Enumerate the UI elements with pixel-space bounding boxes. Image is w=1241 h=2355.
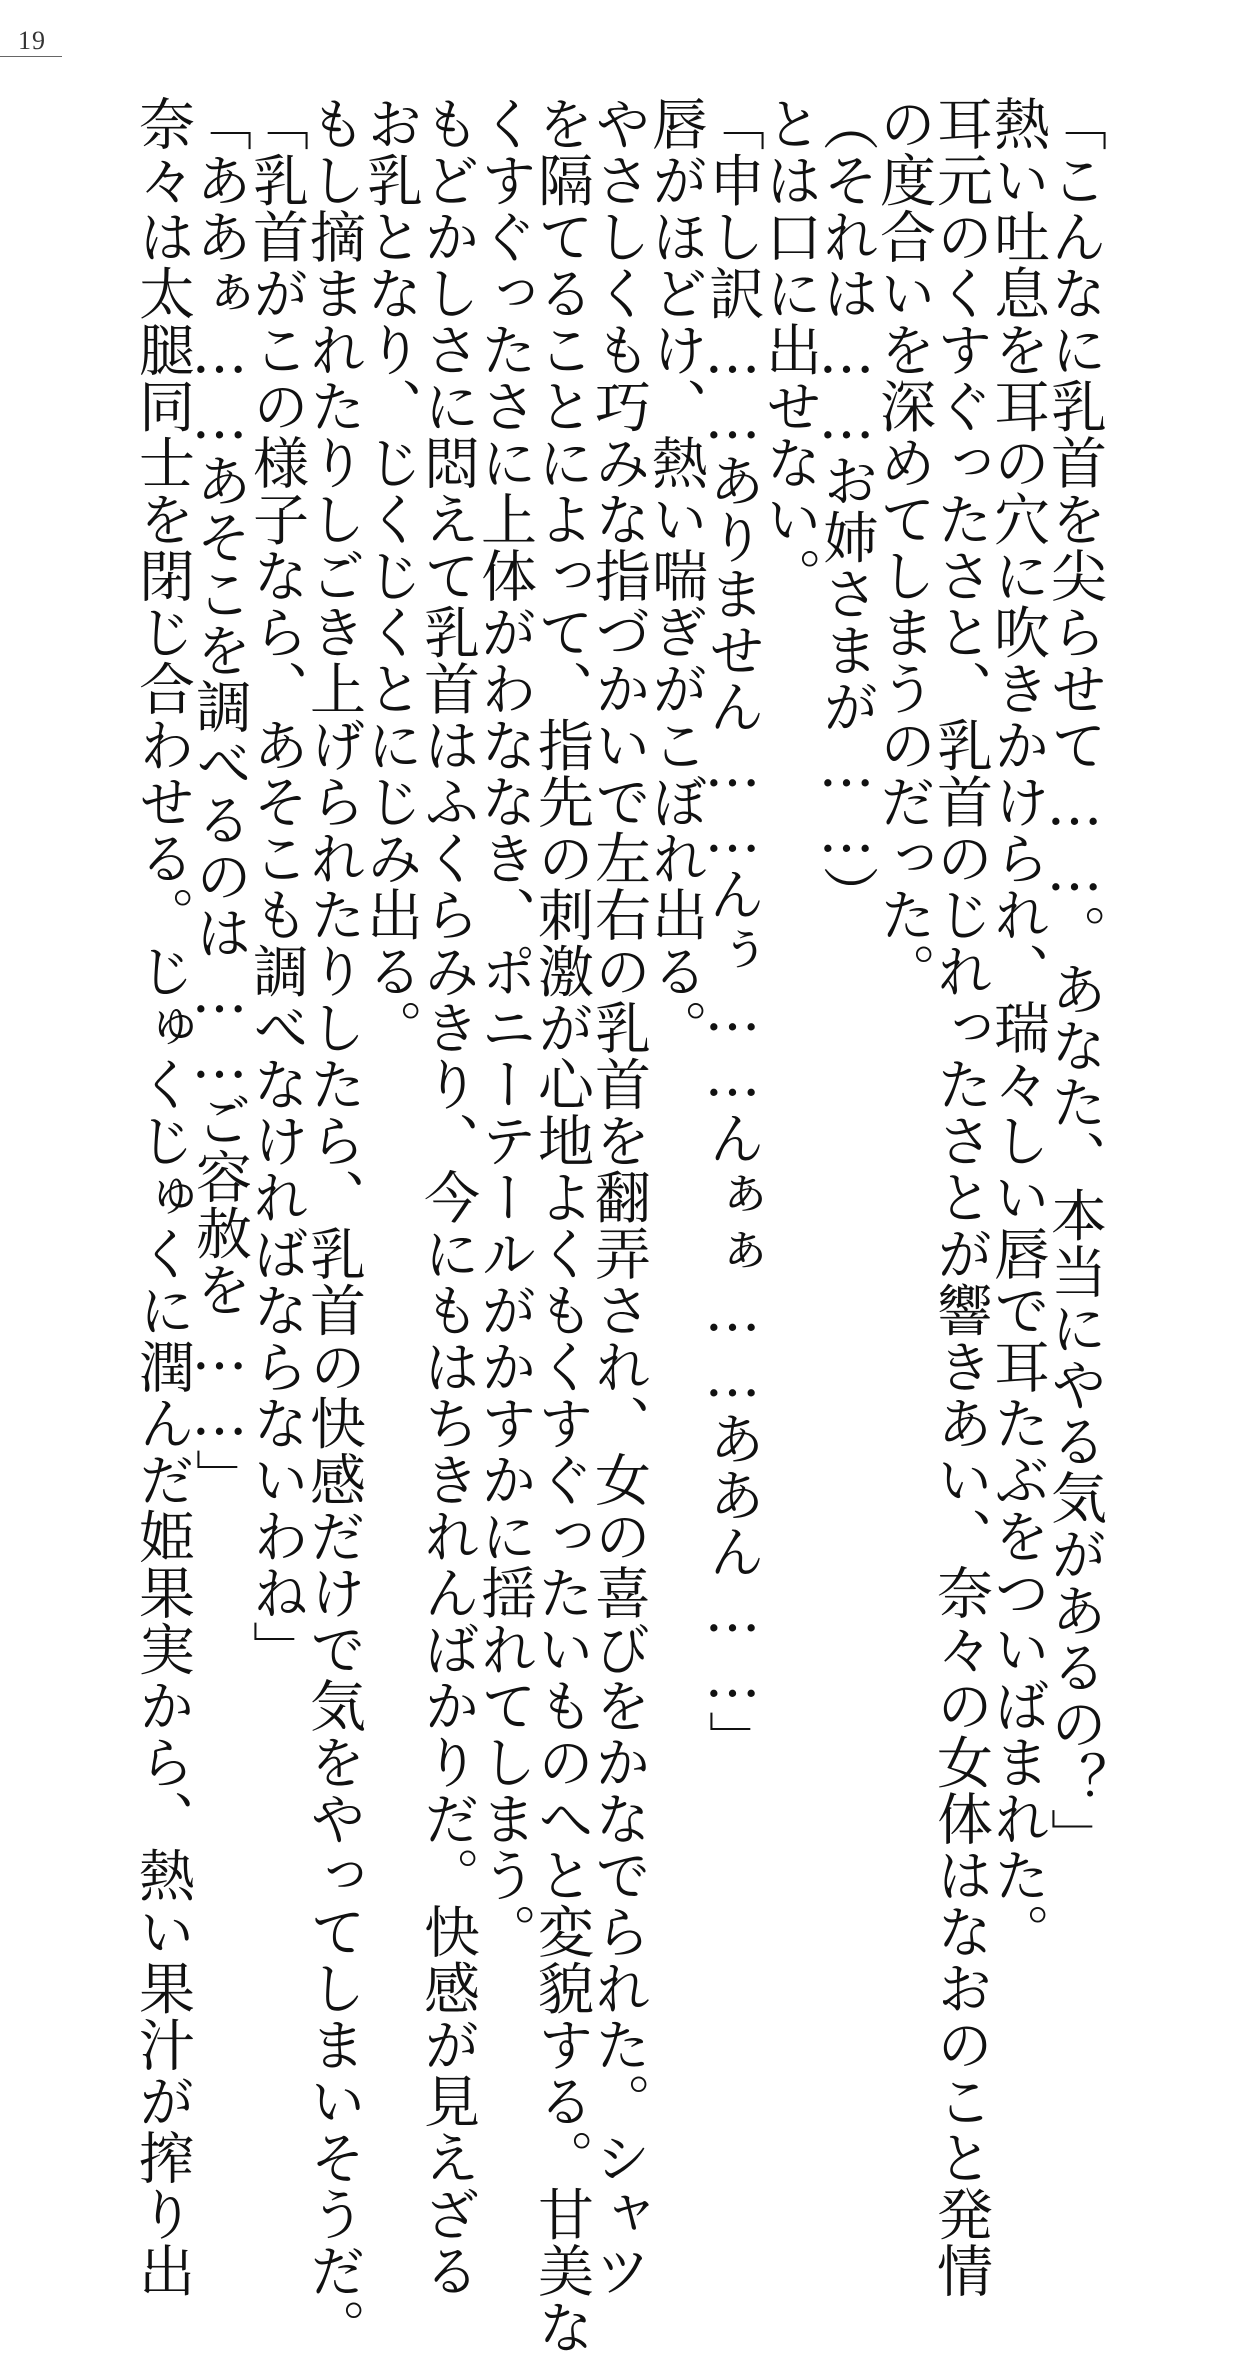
text-line: 「ああぁ……あそこを調べるのは……ご容赦を……」 xyxy=(187,95,252,1505)
text-line: やさしくも巧みな指づかいで左右の乳首を翻弄され、女の喜びをかなでられた。シャツ xyxy=(586,95,651,2299)
vertical-text-body xyxy=(104,95,1107,2355)
text-line: お乳となり、じくじくとにじみ出る。 xyxy=(358,95,423,1056)
text-line: 「乳首がこの様子なら、あそこも調べなければならないわね」 xyxy=(244,95,309,1677)
text-line: 熱い吐息を耳の穴に吹きかけられ、瑞々しい唇で耳たぶをついばまれた。 xyxy=(985,95,1050,1960)
text-line: もどかしさに悶えて乳首はふくらみきり、今にもはちきれんばかりだ。快感が見えざる xyxy=(415,95,480,2299)
text-line: 耳元のくすぐったさと、乳首のじれったさとが響きあい、奈々の女体はなおのこと発情 xyxy=(928,95,993,2299)
page-number-rule xyxy=(0,56,62,57)
text-line: の度合いを深めてしまうのだった。 xyxy=(871,95,936,999)
text-line: 奈々は太腿同士を閉じ合わせる。じゅくじゅくに潤んだ姫果実から、熱い果汁が搾り出 xyxy=(130,95,195,2299)
text-line: （それは……お姉さまが……） xyxy=(814,95,879,922)
page-number: 19 xyxy=(18,26,46,55)
text-line: もし摘まれたりしごき上げられたりしたら、乳首の快感だけで気をやってしまいそうだ。 xyxy=(301,95,366,2355)
text-line: を隔てることによって、指先の刺激が心地よくもくすぐったいものへと変貌する。甘美な xyxy=(529,95,594,2355)
text-line: とは口に出せない。 xyxy=(757,95,822,604)
text-line: 「こんなに乳首を尖らせて……。あなた、本当にやる気があるの？」 xyxy=(1042,95,1107,1865)
text-line: 唇がほどけ、熱い喘ぎがこぼれ出る。 xyxy=(643,95,708,1056)
text-line: 「申し訳……ありません……んぅ……んぁぁ……ああん……」 xyxy=(700,95,765,1767)
text-line: くすぐったさに上体がわななき、ポニーテールがかすかに揺れてしまう。 xyxy=(472,95,537,1960)
